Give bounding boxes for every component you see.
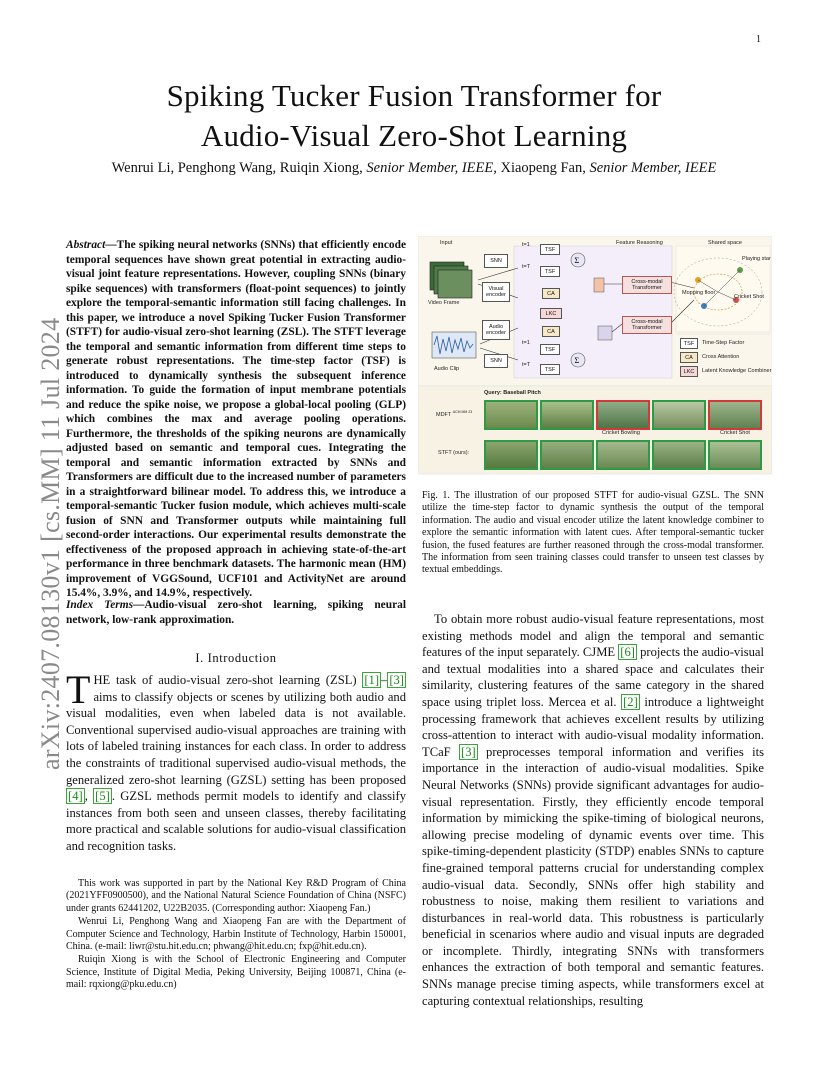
abstract-lead: Abstract: [66, 239, 106, 251]
thumb-stft-5: [708, 440, 762, 470]
paper-title: [60, 76, 768, 156]
fig-legend-tsf-swatch: TSF: [680, 338, 698, 349]
fig-video-frame-label: Video Frame: [428, 300, 460, 306]
fig-legend-tsf: Time-Step Factor: [702, 340, 745, 346]
footnote-funding: This work was supported in part by the National Key R&D Program of China (2021YFF0900500), and the National Natural Science Foundation of China (NSFC) under grants 62441202, U22B2035. (Corresponding author: Xiaopeng Fan.): [66, 878, 406, 914]
fig-tsf-box: TSF: [540, 344, 560, 355]
right-text-2: projects the audio-visual and textual modalities into a shared space and calculates their similarity, clustering features of the same category in the shared space using triplet loss. Mercea et al.: [422, 645, 764, 709]
fig-tT-top: t=T: [522, 264, 531, 270]
figure-1: [418, 236, 772, 476]
thumb-mdft-4: [652, 400, 706, 430]
fig-cross-modal-top: Cross-modal Transformer: [622, 276, 672, 294]
authors-affil-b: Senior Member, IEEE: [589, 160, 717, 176]
fig-query-label: Query: Baseball Pitch: [484, 390, 541, 396]
authors-names-b: Xiaopeng Fan,: [500, 160, 586, 176]
fig-cricket-bowling: Cricket Bowling: [602, 430, 640, 436]
fig-mdft-label: [436, 410, 472, 418]
footnote-affiliation-hit: Wenrui Li, Penghong Wang and Xiaopeng Fan are with the Department of Computer Science and Technology, Harbin Institute of Technology, Harbin 150001, China. (e-mail: liwr@stu.hit.edu.cn; phwang@hit.edu.cn; fxp@hit.edu.cn).: [66, 916, 406, 953]
page-number: 1: [756, 34, 761, 45]
thumb-stft-4: [652, 440, 706, 470]
fig-mdft-sup: ACM MM 23: [452, 410, 473, 414]
fig-tsf-box: TSF: [540, 244, 560, 255]
citation-link[interactable]: [2]: [623, 694, 638, 709]
fig-t1-top: t=1: [522, 242, 530, 248]
drop-cap: T: [66, 667, 91, 712]
fig-input-label: Input: [440, 240, 453, 246]
citation-link[interactable]: [5]: [95, 789, 110, 804]
fig-tsf-box: TSF: [540, 364, 560, 375]
figure-caption: Fig. 1. The illustration of our proposed STFT for audio-visual GZSL. The SNN utilize the time-step factor to dynamic synthesis the output of the temporal information. The audio and visual encoder utilize the latent knowledge combiner to explore the semantic information with latent cues. After temporal-semantic tucker fusion, the fused features are further reasoned through the cross-modal transformer. The information from seen training classes could transfer to unseen test classes by textual embeddings.: [422, 490, 764, 576]
intro-text-2: –: [381, 673, 388, 687]
svg-text:Σ: Σ: [574, 256, 580, 265]
thumb-mdft-2: [540, 400, 594, 430]
authors-names-a: Wenrui Li, Penghong Wang, Ruiqin Xiong,: [111, 160, 363, 176]
fig-snn-bottom: SNN: [484, 354, 508, 368]
citation-link[interactable]: [1]: [364, 673, 380, 687]
citation-link[interactable]: [3]: [461, 744, 476, 759]
fig-visual-encoder: Visual encoder: [482, 282, 510, 302]
fig-legend-lkc-swatch: LKC: [680, 366, 698, 377]
thumb-stft-2: [540, 440, 594, 470]
fig-cricket-shot: Cricket Shot: [734, 294, 764, 300]
thumb-stft-1: [484, 440, 538, 470]
fig-legend-lkc: Latent Knowledge Combiner: [702, 368, 772, 374]
index-terms: [66, 598, 406, 627]
intro-text-5: . GZSL methods permit models to identify and classify instances from both seen and unseen classes, thereby facilitating more practical and scalable solutions for audio-visual classification and recognition tasks.: [66, 789, 407, 853]
right-text-1: To obtain more robust audio-visual feature representations, most existing methods model and align the temporal and semantic features of the input separately. CJME: [422, 612, 764, 660]
intro-text-3: aims to classify objects or scenes by utilizing both audio and visual modalities, even when labeled data is not available. Conventional supervised audio-visual approaches are training with lots of labeled training instances for each class. In order to address the constraints of traditional supervised audio-visual methods, the generalized zero-shot learning (GZSL) setting has been proposed: [66, 689, 406, 787]
fig-legend-ca-swatch: CA: [680, 352, 698, 363]
right-text-4: preprocesses temporal information and verifies its importance in the interaction of audio-visual modalities. Spike Neural Networks (SNNs) provide significant advantages for audio-visual representation. Firstly, they efficiently encode temporal information by mimicking the spike-timing of biological neurons, allowing precise modeling of dynamic events over time. This spike-timing-dependent plasticity (STDP) enables SNNs to capture fine-grained temporal patterns crucial for understanding complex audio-visual data. Secondly, SNNs offer high stability and robustness to noise, making them resilient to variations and disturbances in real-world data. This robustness is particularly beneficial in scenarios where audio and visual inputs are degraded or incomplete. Thirdly, integrating SNNs with transformers enhances the extraction of both temporal and semantic features. SNNs manage precise timing aspects, while transformers excel at capturing contextual relationships, resulting: [422, 744, 765, 1008]
footnote-affiliation-pku: Ruiqin Xiong is with the School of Electronic Engineering and Computer Science, Institute of Digital Media, Peking University, Beijing 100871, China (e-mail: rqxiong@pku.edu.cn): [66, 954, 406, 991]
section-heading: I. Introduction: [195, 651, 277, 665]
fig-ca-box: CA: [542, 326, 560, 337]
author-list: [60, 160, 768, 177]
abstract-text: —The spiking neural networks (SNNs) that efficiently encode temporal sequences have shown great potential in extracting audio-visual joint feature representations. However, coupling SNNs (binary spike sequences) with transformers (float-point sequences) to jointly explore the temporal-semantic information still facing challenges. In this paper, we introduce a novel Spiking Tucker Fusion Transformer (STFT) for audio-visual zero-shot learning (ZSL). The STFT leverage the temporal and semantic information from different time steps to generate robust representations. The time-step factor (TSF) is introduced to dynamically synthesis the subsequent inference information. To guide the formation of input membrane potentials and reduce the spike noise, we propose a global-local pooling (GLP) which combines the max and average pooling operations. Furthermore, the thresholds of the spiking neurons are dynamically adjusted based on semantic and temporal cues. Integrating the temporal and semantic information extracted by SNNs and Transformers are difficult due to the increased number of parameters in a straightforward bilinear model. To address this, we introduce a temporal-semantic Tucker fusion module, which achieves multi-scale fusion of SNN and Transformer outputs while maintaining full second-order interactions. Our experimental results demonstrate the effectiveness of the proposed approach in achieving state-of-the-art performance in three benchmark datasets. The harmonic mean (HM) improvement of VGGSound, UCF101 and ActivityNet are around 15.4%, 3.9%, and 14.9%, respectively.: [66, 239, 406, 599]
title-line-2: Audio-Visual Zero-Shot Learning: [200, 118, 628, 153]
footnotes: [66, 878, 406, 993]
intro-text-1: HE task of audio-visual zero-shot learning (ZSL): [93, 673, 363, 687]
fig-legend-ca: Cross Attention: [702, 354, 740, 360]
abstract: [66, 238, 406, 601]
fig-cross-modal-bottom: Cross-modal Transformer: [622, 316, 672, 334]
citation-link[interactable]: [4]: [68, 789, 83, 804]
citation-link[interactable]: [6]: [620, 645, 635, 660]
thumb-mdft-3: [596, 400, 650, 430]
fig-cricket-shot-2: Cricket Shot: [720, 430, 750, 436]
index-terms-lead: Index Terms: [66, 599, 134, 611]
arxiv-side-stamp: arXiv:2407.08130v1 [cs.MM] 11 Jul 2024: [36, 317, 65, 770]
fig-ca-box: CA: [542, 288, 560, 299]
intro-text-4: ,: [84, 789, 94, 804]
right-text-3: introduce a lightweight processing framework that achieves excellent results by utilizing cross-attention to interact with audio-visual modality information. TCaF: [422, 694, 764, 759]
fig-shared-space-label: Shared space: [708, 240, 742, 246]
fig-tT-bottom: t=T: [522, 362, 531, 368]
intro-paragraph: [66, 667, 407, 855]
fig-feature-reasoning-label: Feature Reasoning: [616, 240, 663, 246]
fig-snn-top: SNN: [484, 254, 508, 268]
thumb-mdft-5: [708, 400, 762, 430]
fig-audio-encoder: Audio encoder: [482, 320, 510, 340]
fig-mopping-floor: Mopping floor: [682, 290, 716, 296]
thumb-mdft-1: [484, 400, 538, 430]
fig-lkc-box: LKC: [540, 308, 562, 319]
fig-stft-label: STFT (ours):: [438, 450, 470, 456]
fig-playing-star: Playing star: [742, 256, 771, 262]
index-terms-text: —Audio-visual zero-shot learning, spiking neural network, low-rank approximation.: [66, 599, 406, 626]
fig-t1-bottom: t=1: [522, 340, 530, 346]
fig-audio-clip-label: Audio Clip: [434, 366, 460, 372]
title-line-1: Spiking Tucker Fusion Transformer for: [166, 78, 662, 113]
svg-text:Σ: Σ: [574, 356, 580, 365]
thumb-stft-3: [596, 440, 650, 470]
fig-tsf-box: TSF: [540, 266, 560, 277]
fig-mdft-name: MDFT: [436, 411, 452, 418]
citation-link[interactable]: [3]: [389, 673, 404, 687]
right-column-paragraph: [422, 611, 764, 1009]
authors-affil-a: Senior Member, IEEE,: [366, 160, 497, 176]
